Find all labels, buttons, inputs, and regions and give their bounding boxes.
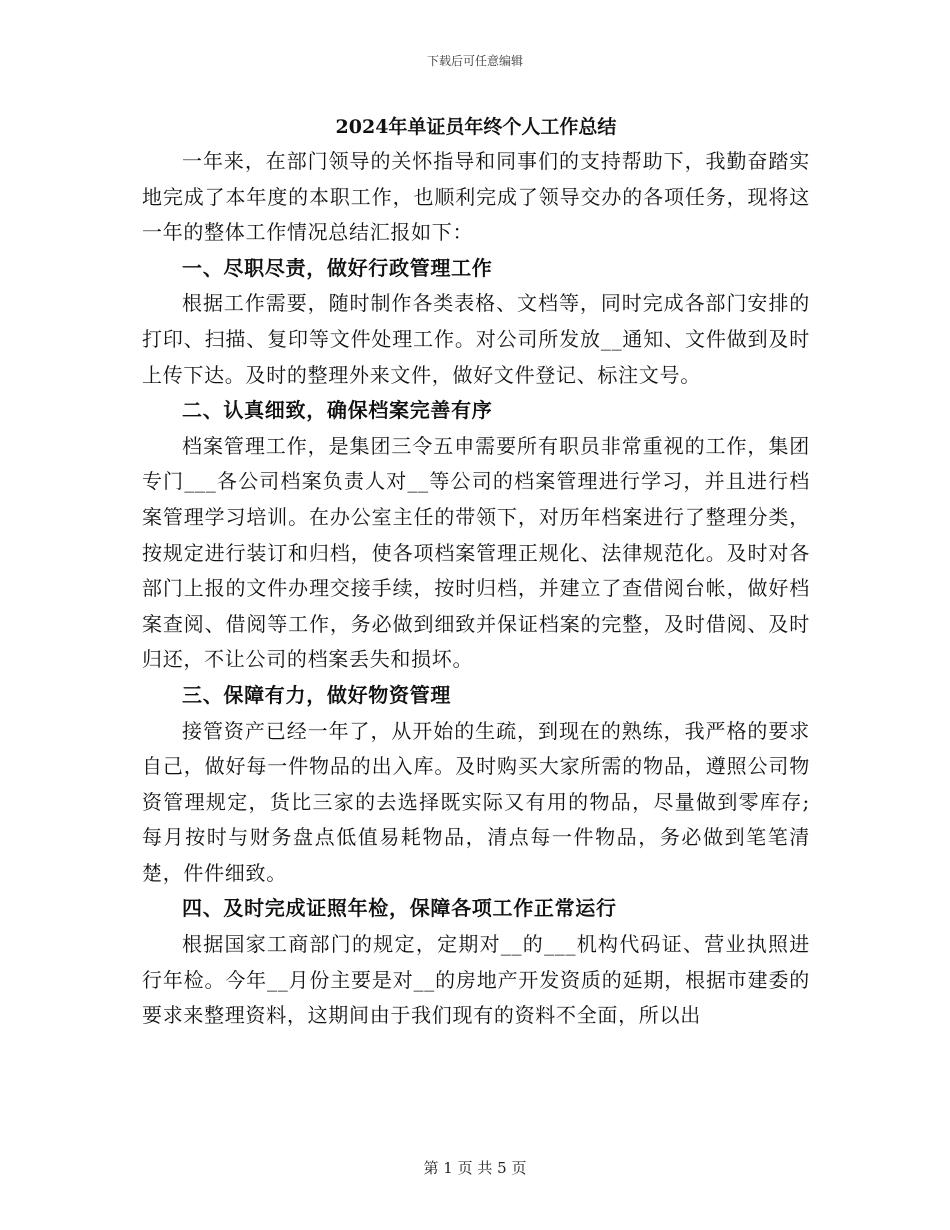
section-paragraph-4: 根据国家工商部门的规定，定期对__的___机构代码证、营业执照进行年检。今年__月份主要是对__的房地产开发资质的延期，根据市建委的要求来整理资料，这期间由于我们现有的资料不全面，所以出 xyxy=(142,932,810,1028)
document-body xyxy=(142,110,810,1034)
section-paragraph-1: 根据工作需要，随时制作各类表格、文档等，同时完成各部门安排的打印、扫描、复印等文件处理工作。对公司所发放__通知、文件做到及时上传下达。及时的整理外来文件，做好文件登记、标注文号。 xyxy=(142,291,810,387)
page-header-note: 下载后可任意编辑 xyxy=(426,54,523,68)
page-number: 第 1 页 共 5 页 xyxy=(423,1159,527,1177)
intro-paragraph: 一年来，在部门领导的关怀指导和同事们的支持帮助下，我勤奋踏实地完成了本年度的本职工作，也顺利完成了领导交办的各项任务，现将这一年的整体工作情况总结汇报如下： xyxy=(142,149,810,245)
section-paragraph-2: 档案管理工作，是集团三令五申需要所有职员非常重视的工作，集团专门___各公司档案负责人对__等公司的档案管理进行学习，并且进行档案管理学习培训。在办公室主任的带领下，对历年档案进行了整理分类，按规定进行装订和归档，使各项档案管理正规化、法律规范化。及时对各部门上报的文件办理交接手续，按时归档，并建立了查借阅台帐，做好档案查阅、借阅等工作，务必做到细致并保证档案的完整，及时借阅、及时归还，不让公司的档案丢失和损坏。 xyxy=(142,433,810,672)
section-heading-3: 三、保障有力，做好物资管理 xyxy=(182,682,452,707)
document-title: 2024年单证员年终个人工作总结 xyxy=(335,116,617,138)
section-heading-1: 一、尽职尽责，做好行政管理工作 xyxy=(182,255,493,280)
section-heading-2: 二、认真细致，确保档案完善有序 xyxy=(182,398,493,423)
section-paragraph-3: 接管资产已经一年了，从开始的生疏，到现在的熟练，我严格的要求自己，做好每一件物品的出入库。及时购买大家所需的物品，遵照公司物资管理规定，货比三家的去选择既实际又有用的物品，尽量做到零库存;每月按时与财务盘点低值易耗物品，清点每一件物品，务必做到笔笔清楚，件件细致。 xyxy=(142,718,810,885)
section-heading-4: 四、及时完成证照年检，保障各项工作正常运行 xyxy=(182,896,617,921)
